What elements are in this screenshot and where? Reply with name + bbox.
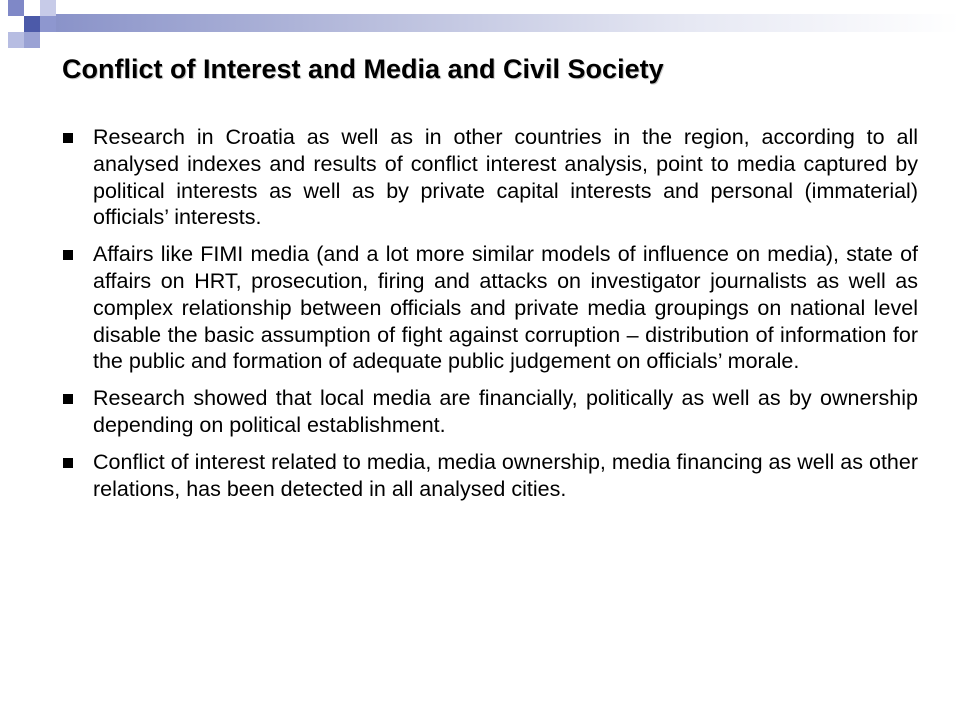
bullet-text: Research showed that local media are financially, politically as well as by ownership depending on political establishment.	[93, 386, 918, 437]
decorative-square	[40, 0, 56, 16]
square-bullet-icon	[63, 394, 73, 404]
square-bullet-icon	[63, 133, 73, 143]
slide-title: Conflict of Interest and Media and Civil Society	[62, 54, 664, 84]
bullet-list	[60, 124, 918, 512]
decorative-square	[40, 16, 56, 32]
bullet-item	[60, 449, 918, 503]
decorative-square	[8, 0, 24, 16]
bullet-text: Affairs like FIMI media (and a lot more similar models of influence on media), state of affairs on HRT, prosecution, firing and attacks on investigator journalists as well as complex relationship between officials and private media groupings on national level disable the basic assumption of fight against corruption – distribution of information for the public and formation of adequate public judgement on officials’ morale.	[93, 242, 918, 374]
bullet-item	[60, 124, 918, 231]
square-bullet-icon	[63, 458, 73, 468]
header-gradient-bar	[56, 14, 960, 32]
bullet-text: Research in Croatia as well as in other countries in the region, according to all analysed indexes and results of conflict interest analysis, point to media captured by political interests as well as by private capital interests and personal (immaterial) officials’ interests.	[93, 125, 918, 230]
decorative-square	[24, 16, 40, 32]
decorative-square	[8, 32, 24, 48]
square-bullet-icon	[63, 250, 73, 260]
bullet-item	[60, 241, 918, 375]
bullet-text: Conflict of interest related to media, media ownership, media financing as well as other relations, has been detected in all analysed cities.	[93, 449, 918, 501]
decorative-square	[24, 32, 40, 48]
bullet-item	[60, 385, 918, 439]
